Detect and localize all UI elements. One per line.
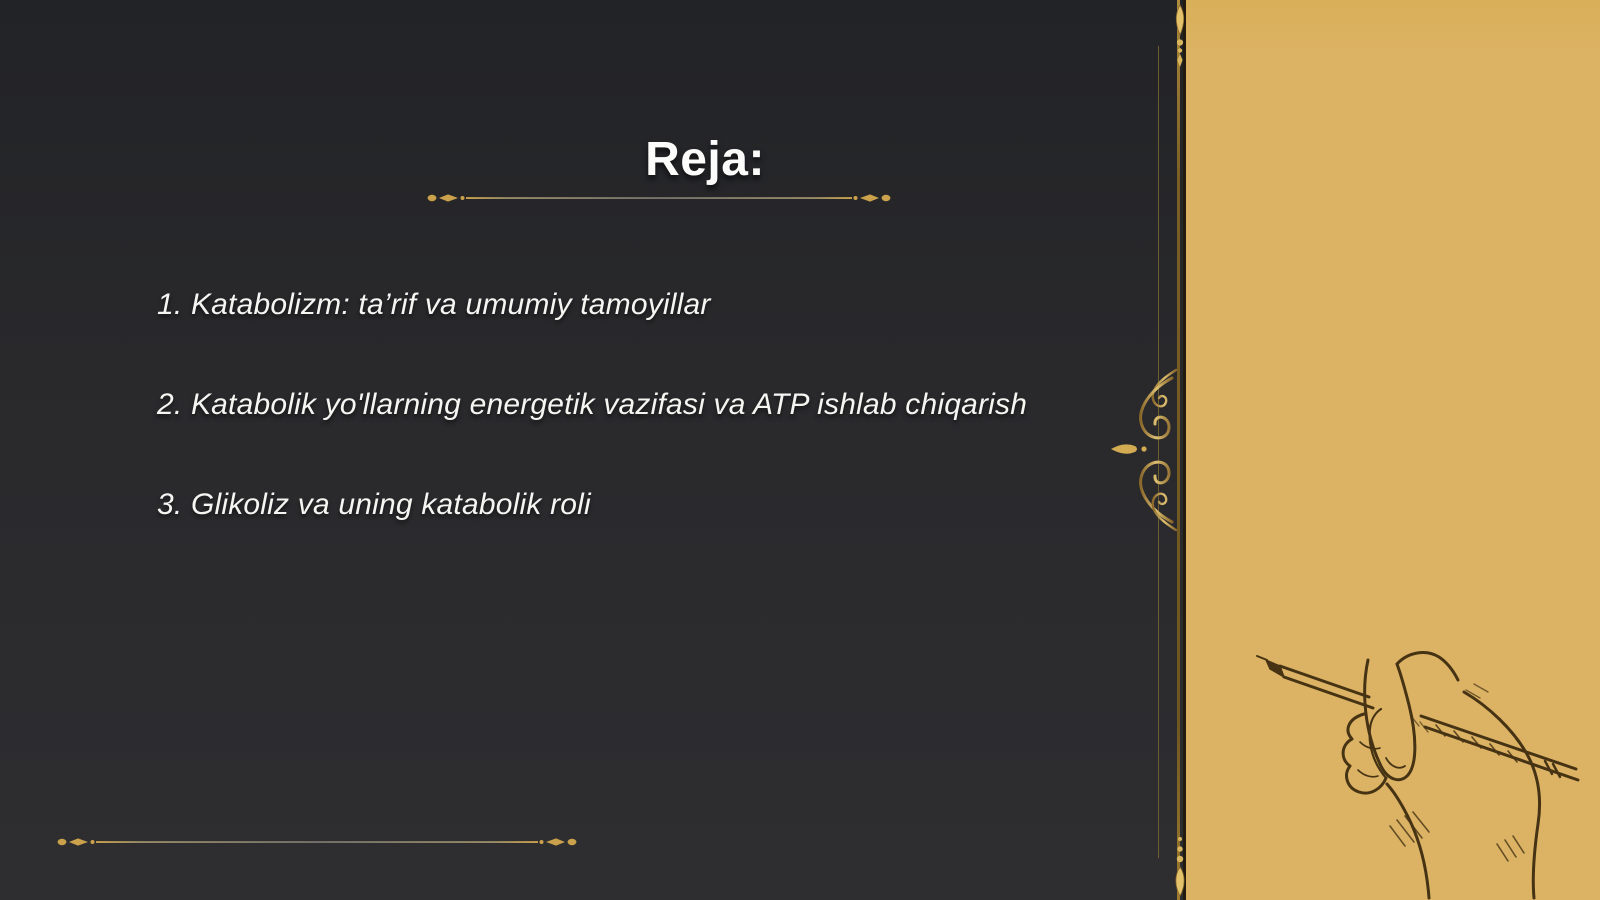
flourish-pointer <box>1111 444 1137 453</box>
hand-pen-illustration <box>1240 630 1600 900</box>
scroll-flourish-icon <box>1108 366 1178 534</box>
slide-title: Reja: <box>645 133 765 186</box>
list-item: 2. Katabolik yo'llarning energetik vazifasi va ATP ishlab chiqarish <box>157 388 1028 421</box>
bottom-divider-ornament <box>56 834 578 850</box>
border-finial-top-icon <box>1168 4 1192 68</box>
border-finial-bottom-icon <box>1168 834 1192 898</box>
list-item: 1. Katabolizm: ta’rif va umumiy tamoyillar <box>157 288 711 321</box>
list-item: 3. Glikoliz va uning katabolik roli <box>157 488 591 521</box>
title-divider-ornament <box>426 190 892 206</box>
